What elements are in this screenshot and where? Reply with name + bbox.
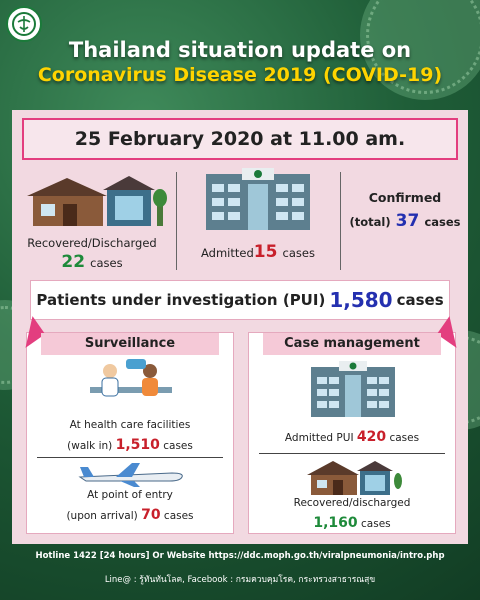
confirmed-label: Confirmed xyxy=(368,190,442,205)
cm-admitted-label: Admitted PUI xyxy=(284,432,354,444)
hospital-icon xyxy=(198,168,318,232)
hotline-text: Hotline 1422 [24 hours] Or Website https://ddc.moph.go.th/viralpneumonia/intro.php xyxy=(35,551,445,561)
hc-label: At health care facilities xyxy=(69,419,191,431)
surveillance-card xyxy=(26,332,234,534)
date-banner: 25 February 2020 at 11.00 am. xyxy=(22,118,458,160)
airplane-icon xyxy=(76,461,186,487)
hc-unit: cases xyxy=(163,440,193,452)
cm-admitted-value: 420 xyxy=(356,429,387,445)
case-management-title: Case management xyxy=(263,333,441,355)
ribbon-decoration xyxy=(437,316,469,348)
stats-row xyxy=(12,164,468,278)
pui-unit: cases xyxy=(396,291,444,309)
divider xyxy=(259,453,445,454)
admitted-stat xyxy=(180,164,336,278)
admitted-label: Admitted xyxy=(201,246,254,260)
confirmed-value: 37 xyxy=(395,211,420,231)
admitted-value: 15 xyxy=(253,242,278,262)
hc-prefix: (walk in) xyxy=(67,440,113,452)
cm-admitted-unit: cases xyxy=(389,432,420,444)
house-icon xyxy=(303,457,403,497)
doctor-patient-icon xyxy=(86,359,176,409)
main-panel xyxy=(12,110,468,544)
poe-value: 70 xyxy=(141,507,161,523)
cm-recovered-label: Recovered/discharged xyxy=(293,497,411,509)
admitted-unit: cases xyxy=(282,246,315,260)
confirmed-stat xyxy=(342,164,468,278)
divider xyxy=(176,172,177,270)
cm-recovered-unit: cases xyxy=(361,518,391,530)
title-line-1: Thailand situation update on xyxy=(68,38,412,62)
recovered-stat xyxy=(12,164,172,278)
hc-value: 1,510 xyxy=(115,437,160,453)
confirmed-unit: cases xyxy=(424,215,461,229)
cm-recovered-value: 1,160 xyxy=(313,515,358,531)
surveillance-title: Surveillance xyxy=(41,333,219,355)
case-management-card xyxy=(248,332,456,534)
divider xyxy=(37,457,223,458)
pui-label: Patients under investigation (PUI) xyxy=(36,291,326,309)
poe-unit: cases xyxy=(163,510,194,522)
pui-value: 1,580 xyxy=(329,288,393,312)
recovered-value: 22 xyxy=(61,252,86,272)
recovered-unit: cases xyxy=(90,256,123,270)
title-line-2: Coronavirus Disease 2019 (COVID-19) xyxy=(37,64,443,86)
pui-banner xyxy=(30,280,450,320)
ministry-logo xyxy=(6,6,42,42)
poe-label: At point of entry xyxy=(87,489,173,501)
poe-prefix: (upon arrival) xyxy=(66,510,138,522)
social-text: Line@ : รู้ทันทันโลค, Facebook : กรมควบคุมโรค, กระทรวงสาธารณสุข xyxy=(104,575,376,585)
divider xyxy=(340,172,341,270)
house-icon xyxy=(17,170,167,228)
recovered-label: Recovered/Discharged xyxy=(27,236,157,250)
confirmed-total-label: (total) xyxy=(349,215,391,229)
hospital-icon xyxy=(305,361,401,419)
